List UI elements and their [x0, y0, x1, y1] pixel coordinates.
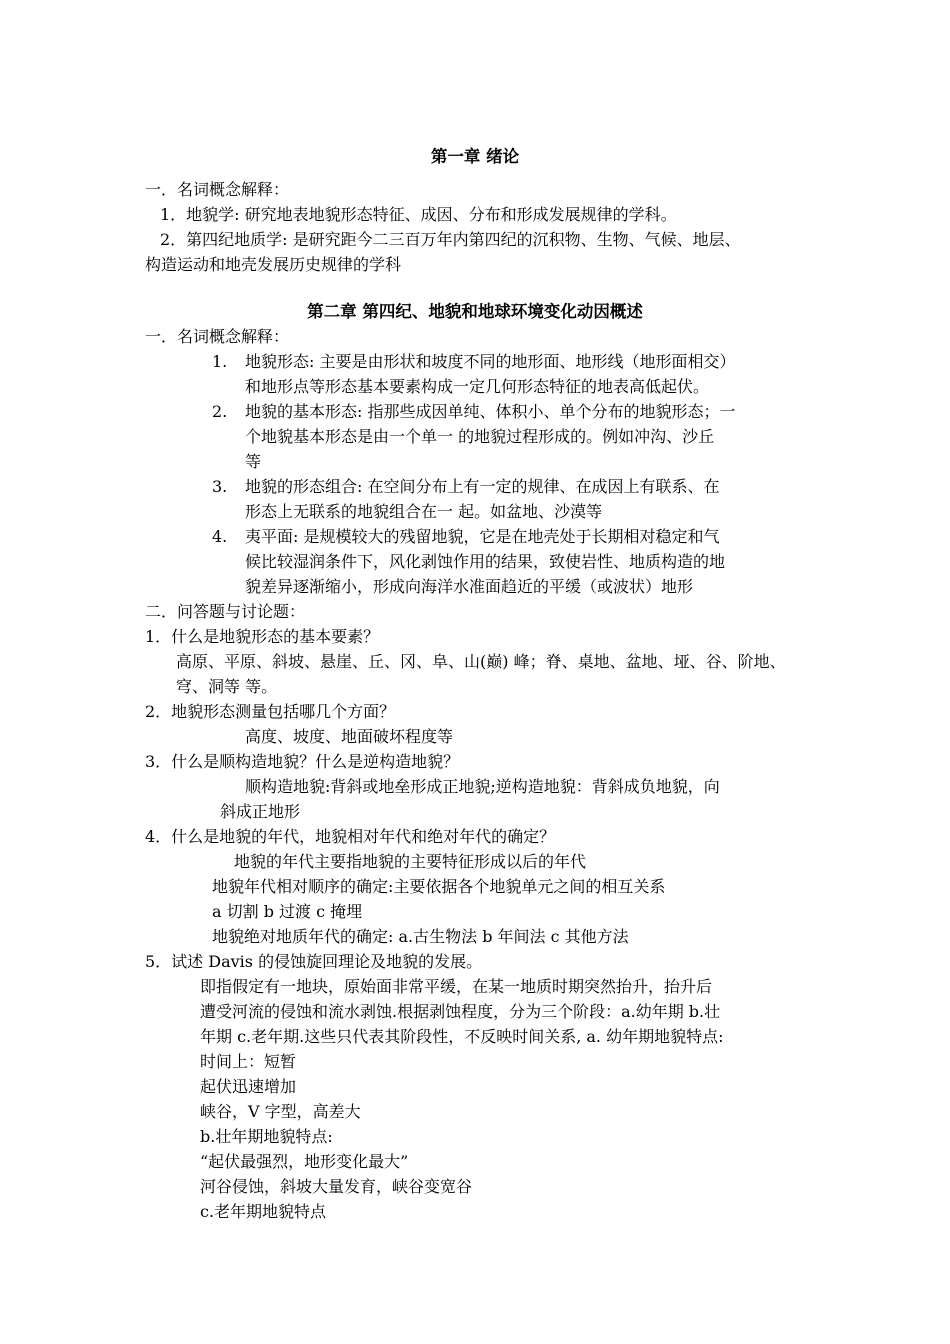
answer-5-line-5: 起伏迅速增加: [200, 1077, 297, 1096]
definition-number: 1.: [212, 352, 228, 371]
chapter1-section1-heading: 一．名词概念解释：: [145, 180, 290, 199]
chapter1-item-2-cont: 构造运动和地壳发展历史规律的学科: [145, 255, 402, 274]
question-3: 3．什么是顺构造地貌？什么是逆构造地貌？: [145, 752, 460, 771]
chapter1-title: 第一章 绪论: [430, 147, 520, 166]
answer-3-line-2: 斜成正地形: [220, 802, 301, 821]
definition-3-line-1: 地貌的形态组合: 在空间分布上有一定的规律、在成因上有联系、在: [245, 477, 720, 496]
question-1: 1．什么是地貌形态的基本要素？: [145, 627, 380, 646]
answer-1-line-2: 穹、洞等 等。: [176, 677, 278, 696]
answer-5-line-1: 即指假定有一地块，原始面非常平缓，在某一地质时期突然抬升，抬升后: [200, 977, 713, 996]
answer-5-line-6: 峡谷，V 字型，高差大: [200, 1102, 361, 1121]
chapter2-section2-heading: 二．问答题与讨论题：: [145, 602, 306, 621]
definition-number: 3.: [212, 477, 228, 496]
question-5: 5．试述 Davis 的侵蚀旋回理论及地貌的发展。: [145, 952, 483, 971]
definition-4-line-3: 貌差异逐渐缩小，形成向海洋水准面趋近的平缓（或波状）地形: [245, 577, 694, 596]
chapter1-item-1: 1．地貌学: 研究地表地貌形态特征、成因、分布和形成发展规律的学科。: [160, 205, 677, 224]
definition-2-line-1: 地貌的基本形态: 指那些成因单纯、体积小、单个分布的地貌形态；一: [245, 402, 736, 421]
definition-2-line-2: 个地貌基本形态是由一个单一 的地貌过程形成的。例如冲沟、沙丘: [245, 427, 715, 446]
answer-5-line-4: 时间上：短暂: [200, 1052, 297, 1071]
definition-1-line-2: 和地形点等形态基本要素构成一定几何形态特征的地表高低起伏。: [245, 377, 710, 396]
definition-2-line-3: 等: [245, 452, 262, 471]
answer-3-line-1: 顺构造地貌:背斜或地垒形成正地貌;逆构造地貌：背斜成负地貌，向: [245, 777, 720, 796]
definition-1-line-1: 地貌形态: 主要是由形状和坡度不同的地形面、地形线（地形面相交）: [245, 352, 736, 371]
question-2: 2．地貌形态测量包括哪几个方面？: [145, 702, 396, 721]
answer-5-line-10: c.老年期地貌特点: [200, 1202, 327, 1221]
chapter2-section1-heading: 一．名词概念解释：: [145, 327, 290, 346]
answer-4-line-1: 地貌的年代主要指地貌的主要特征形成以后的年代: [234, 852, 587, 871]
answer-5-line-8: “起伏最强烈，地形变化最大”: [200, 1152, 409, 1171]
chapter1-item-2: 2．第四纪地质学: 是研究距今二三百万年内第四纪的沉积物、生物、气候、地层、: [160, 230, 741, 249]
answer-4-line-2: 地貌年代相对顺序的确定:主要依据各个地貌单元之间的相互关系: [212, 877, 666, 896]
definition-number: 2.: [212, 402, 228, 421]
answer-2-line-1: 高度、坡度、地面破坏程度等: [245, 727, 454, 746]
chapter2-title: 第二章 第四纪、地貌和地球环境变化动因概述: [307, 302, 643, 321]
answer-5-line-9: 河谷侵蚀，斜坡大量发育，峡谷变宽谷: [200, 1177, 473, 1196]
answer-5-line-2: 遭受河流的侵蚀和流水剥蚀.根据剥蚀程度，分为三个阶段：a.幼年期 b.壮: [200, 1002, 721, 1021]
answer-1-line-1: 高原、平原、斜坡、悬崖、丘、冈、阜、山(巅) 峰；脊、桌地、盆地、垭、谷、阶地、: [176, 652, 786, 671]
answer-5-line-7: b.壮年期地貌特点:: [200, 1127, 333, 1146]
definition-4-line-1: 夷平面: 是规模较大的残留地貌，它是在地壳处于长期相对稳定和气: [245, 527, 720, 546]
definition-4-line-2: 候比较湿润条件下，风化剥蚀作用的结果，致使岩性、地质构造的地: [245, 552, 726, 571]
definition-3-line-2: 形态上无联系的地貌组合在一 起。如盆地、沙漠等: [245, 502, 603, 521]
definition-number: 4.: [212, 527, 228, 546]
answer-4-line-4: 地貌绝对地质年代的确定: a.古生物法 b 年间法 c 其他方法: [212, 927, 629, 946]
question-4: 4．什么是地貌的年代，地貌相对年代和绝对年代的确定？: [145, 827, 556, 846]
answer-4-line-3: a 切割 b 过渡 c 掩埋: [212, 902, 363, 921]
answer-5-line-3: 年期 c.老年期.这些只代表其阶段性，不反映时间关系, a. 幼年期地貌特点:: [200, 1027, 724, 1046]
